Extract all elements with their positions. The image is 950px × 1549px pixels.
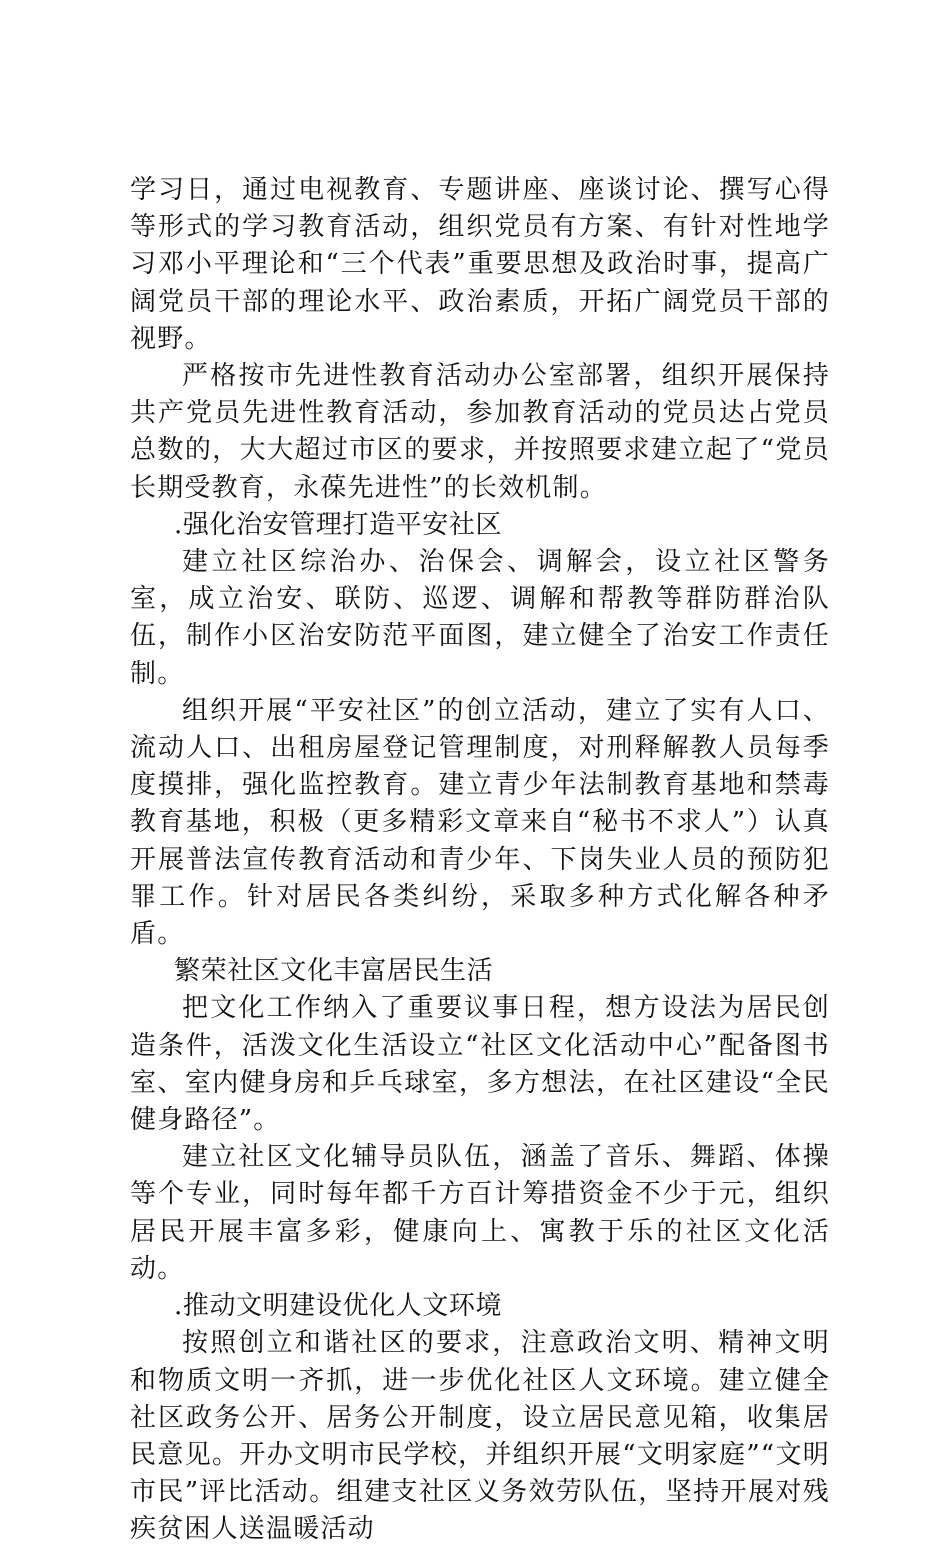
paragraph-security-organizations: 建立社区综治办、治保会、调解会，设立社区警务室，成立治安、联防、巡逻、调解和帮教等群防群治队伍，制作小区治安防范平面图，建立健全了治安工作责任制。 [130,547,830,689]
paragraph-advanced-education: 严格按市先进性教育活动办公室部署，组织开展保持共产党员先进性教育活动，参加教育活动的党员达占党员总数的，大大超过市区的要求，并按照要求建立起了“党员长期受教育，永葆先进性”的长效机制。 [130,361,830,503]
paragraph-culture-work: 把文化工作纳入了重要议事日程，想方设法为居民创造条件，活泼文化生活设立“社区文化活动中心”配备图书室、室内健身房和乒乓球室，多方想法，在社区建设“全民健身路径”。 [130,993,830,1136]
paragraph-culture-instructors: 建立社区文化辅导员队伍，涵盖了音乐、舞蹈、体操等个专业，同时每年都千方百计筹措资金不少于元，组织居民开展丰富多彩，健康向上、寓教于乐的社区文化活动。 [130,1142,830,1284]
section-heading-civilization: .推动文明建设优化人文环境 [174,1291,503,1322]
paragraph-harmonious-community: 按照创立和谐社区的要求，注意政治文明、精神文明和物质文明一齐抓，进一步优化社区人文环境。建立健全社区政务公开、居务公开制度，设立居民意见箱，收集居民意见。开办文明市民学校，并组织开展“文明家庭”“文明市民”评比活动。组建支社区义务效劳队伍，坚持开展对残疾贫困人送温暖活动 [130,1328,830,1545]
paragraph-study-day: 学习日，通过电视教育、专题讲座、座谈讨论、撰写心得等形式的学习教育活动，组织党员有方案、有针对性地学习邓小平理论和“三个代表”重要思想及政治时事，提高广阔党员干部的理论水平、政治素质，开拓广阔党员干部的视野。 [130,175,830,354]
paragraph-safe-community: 组织开展“平安社区”的创立活动，建立了实有人口、流动人口、出租房屋登记管理制度，对刑释解教人员每季度摸排，强化监控教育。建立青少年法制教育基地和禁毒教育基地，积极（更多精彩文章来自“秘书不求人”）认真开展普法宣传教育活动和青少年、下岗失业人员的预防犯罪工作。针对居民各类纠纷，采取多种方式化解各种矛盾。 [130,695,830,950]
section-heading-community-culture: 繁荣社区文化丰富居民生活 [174,956,494,987]
section-heading-public-security: .强化治安管理打造平安社区 [174,509,503,540]
document-body [130,172,830,1549]
